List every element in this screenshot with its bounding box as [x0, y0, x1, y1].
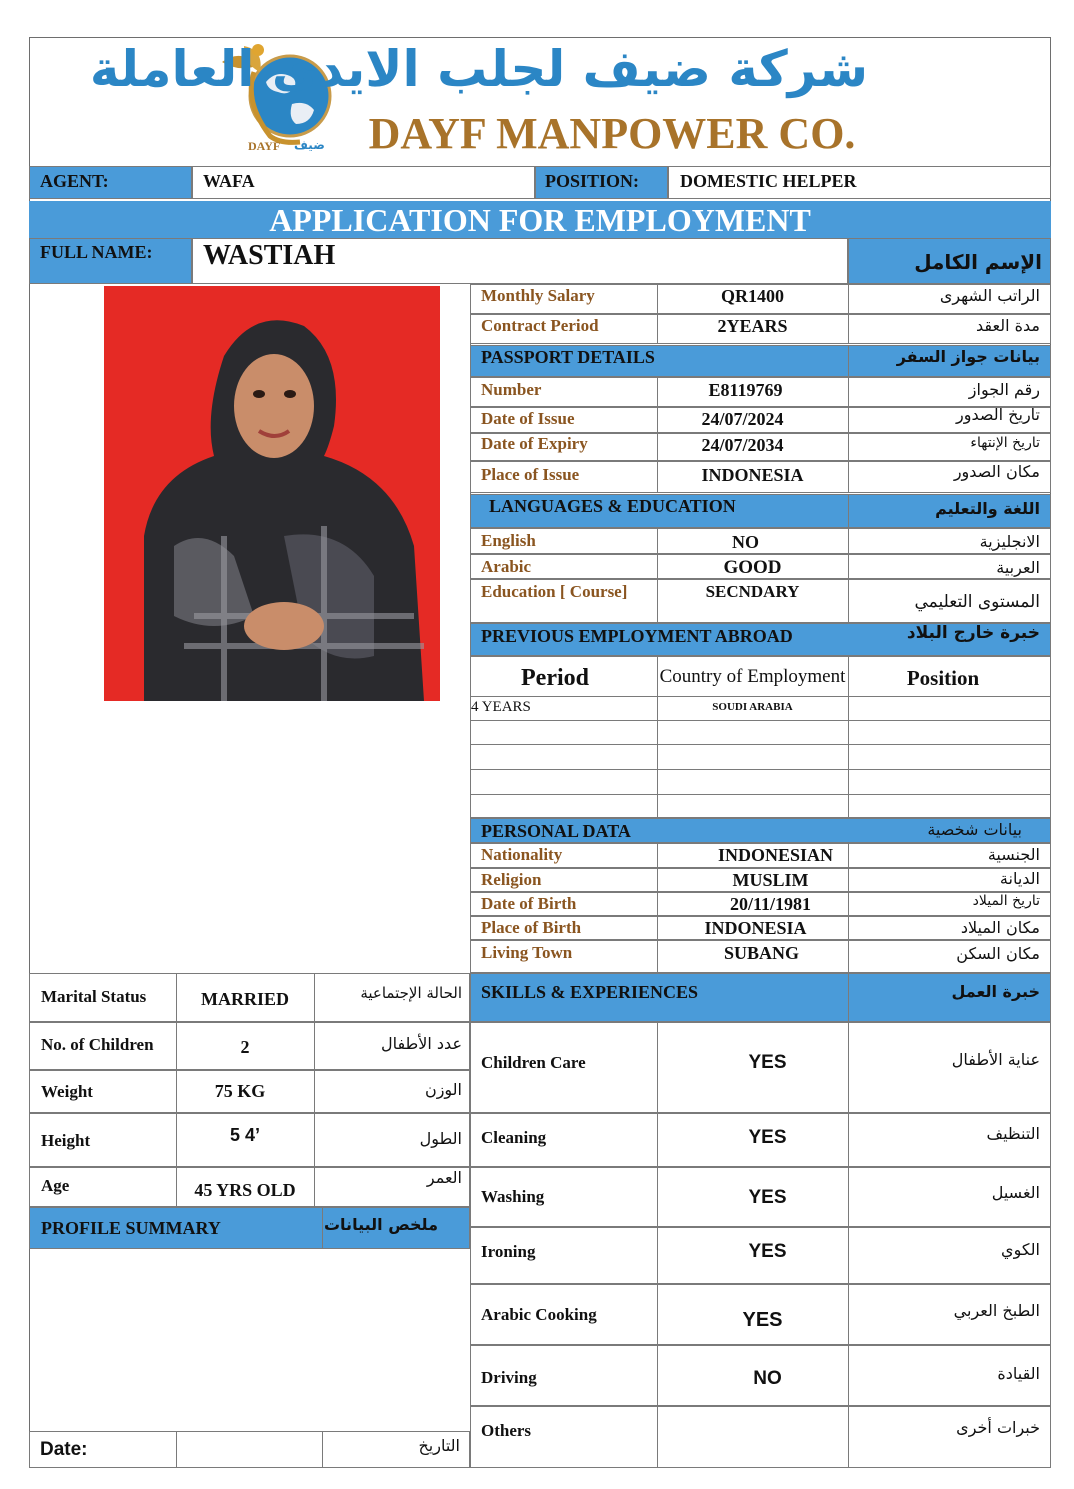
english-arabic: الانجليزية — [979, 532, 1040, 551]
skill-ironing-value: YES — [748, 1241, 787, 1262]
town-label: Living Town — [481, 943, 573, 962]
row1-period: 4 YEARS — [471, 699, 531, 715]
contract-label: Contract Period — [481, 316, 599, 335]
dob-arabic: تاريخ الميلاد — [972, 893, 1040, 909]
arabic-label: Arabic — [481, 557, 532, 576]
passport-issue-arabic: تاريخ الصدور — [956, 405, 1040, 424]
position-value: DOMESTIC HELPER — [680, 171, 857, 191]
company-name-english: DAYF MANPOWER CO. — [368, 109, 856, 158]
arabic-value: GOOD — [723, 557, 782, 578]
weight-value: 75 KG — [214, 1081, 266, 1101]
agent-label: AGENT: — [40, 171, 109, 191]
passport-number-value: E8119769 — [708, 380, 783, 400]
skill-others-label: Others — [481, 1421, 532, 1440]
religion-label: Religion — [481, 870, 542, 889]
skill-washing-arabic: الغسيل — [991, 1183, 1040, 1202]
passport-place-arabic: مكان الصدور — [953, 462, 1040, 481]
skill-others-arabic: خبرات أخرى — [956, 1418, 1040, 1437]
person-photo-icon — [104, 286, 440, 701]
passport-expiry-label: Date of Expiry — [481, 434, 588, 453]
skill-children-care-value: YES — [748, 1052, 787, 1073]
arabic-arabic: العربية — [996, 558, 1040, 577]
logo-text-ar: ضيف — [294, 138, 325, 152]
children-arabic: عدد الأطفال — [380, 1034, 462, 1053]
profile-title: PROFILE SUMMARY — [41, 1218, 221, 1238]
salary-value: QR1400 — [721, 286, 784, 306]
passport-place-label: Place of Issue — [481, 465, 580, 484]
nationality-arabic: الجنسية — [987, 845, 1040, 864]
skill-row-others — [470, 1406, 1051, 1468]
passport-issue-label: Date of Issue — [481, 409, 575, 428]
personal-title-arabic: بيانات شخصية — [927, 820, 1022, 839]
nationality-label: Nationality — [481, 845, 563, 864]
passport-number-label: Number — [481, 380, 542, 399]
contract-arabic: مدة العقد — [976, 316, 1040, 335]
passport-place-value: INDONESIA — [701, 465, 804, 485]
languages-title: LANGUAGES & EDUCATION — [489, 496, 736, 516]
col-country-header: Country of Employment — [659, 666, 846, 687]
skill-ironing-arabic: الكوي — [1001, 1240, 1040, 1259]
weight-arabic: الوزن — [424, 1080, 462, 1099]
application-title: APPLICATION FOR EMPLOYMENT — [269, 202, 811, 238]
skill-cleaning-arabic: التنظيف — [986, 1124, 1040, 1143]
contract-value: 2YEARS — [717, 316, 788, 336]
agent-value: WAFA — [203, 171, 255, 191]
profile-summary-area — [29, 1249, 470, 1431]
weight-label: Weight — [41, 1082, 93, 1101]
height-value: 5 4’ — [229, 1125, 261, 1145]
skills-title: SKILLS & EXPERIENCES — [481, 982, 699, 1002]
skill-children-care-label: Children Care — [481, 1053, 586, 1072]
previous-title: PREVIOUS EMPLOYMENT ABROAD — [481, 626, 793, 646]
skill-arabic-cooking-arabic: الطبخ العربي — [953, 1301, 1040, 1320]
age-label: Age — [41, 1176, 70, 1195]
town-value: SUBANG — [723, 943, 799, 963]
skill-arabic-cooking-label: Arabic Cooking — [481, 1305, 597, 1324]
age-arabic: العمر — [426, 1168, 462, 1187]
pob-label: Place of Birth — [481, 918, 582, 937]
height-label: Height — [41, 1131, 91, 1150]
date-field[interactable] — [178, 1433, 320, 1466]
marital-arabic: الحالة الإجتماعية — [360, 984, 462, 1002]
logo-text-en: DAYF — [248, 139, 281, 153]
religion-arabic: الديانة — [999, 869, 1040, 888]
skill-cleaning-label: Cleaning — [481, 1128, 547, 1147]
skill-ironing-label: Ironing — [481, 1242, 536, 1261]
children-label: No. of Children — [41, 1035, 154, 1054]
marital-value: MARRIED — [201, 989, 289, 1009]
skill-driving-value: NO — [753, 1368, 782, 1389]
english-label: English — [481, 531, 536, 550]
pob-arabic: مكان الميلاد — [960, 918, 1040, 937]
company-name-arabic: شركة ضيف لجلب الايدى العاملة — [89, 40, 868, 98]
date-label: Date: — [40, 1439, 88, 1460]
skill-driving-label: Driving — [481, 1368, 537, 1387]
col-period-header: Period — [521, 665, 589, 691]
profile-title-arabic: ملخص البيانات — [323, 1215, 438, 1234]
education-arabic: المستوى التعليمي — [914, 592, 1040, 612]
skill-washing-label: Washing — [481, 1187, 545, 1206]
personal-title: PERSONAL DATA — [481, 821, 631, 841]
skill-children-care-arabic: عناية الأطفال — [951, 1050, 1040, 1069]
skill-washing-value: YES — [748, 1187, 787, 1208]
passport-number-arabic: رقم الجواز — [968, 380, 1040, 399]
dob-value: 20/11/1981 — [729, 894, 811, 914]
passport-title-arabic: بيانات جواز السفر — [896, 347, 1040, 366]
marital-label: Marital Status — [41, 987, 147, 1006]
skill-driving-arabic: القيادة — [997, 1364, 1040, 1383]
date-arabic: التاريخ — [418, 1436, 460, 1455]
full-name-arabic: الإسم الكامل — [914, 250, 1042, 274]
religion-value: MUSLIM — [732, 870, 809, 890]
english-value: NO — [732, 532, 759, 552]
col-position-header: Position — [906, 666, 980, 690]
previous-title-arabic: خبرة خارج البلاد — [906, 623, 1040, 643]
pob-value: INDONESIA — [704, 918, 807, 938]
salary-label: Monthly Salary — [481, 286, 595, 305]
position-label: POSITION: — [545, 171, 640, 191]
town-arabic: مكان السكن — [956, 944, 1040, 963]
skill-cleaning-value: YES — [748, 1127, 787, 1148]
education-label: Education [ Course] — [481, 582, 628, 601]
dob-label: Date of Birth — [481, 894, 577, 913]
full-name-value: WASTIAH — [203, 240, 336, 271]
height-arabic: الطول — [419, 1129, 462, 1148]
passport-expiry-arabic: تاريخ الإنتهاء — [970, 435, 1040, 451]
passport-issue-value: 24/07/2024 — [701, 409, 784, 429]
skills-title-arabic: خبرة العمل — [951, 982, 1040, 1001]
education-value: SECNDARY — [705, 582, 800, 601]
age-value: 45 YRS OLD — [194, 1180, 296, 1200]
nationality-value: INDONESIAN — [717, 845, 834, 865]
skill-arabic-cooking-value: YES — [742, 1309, 783, 1331]
passport-expiry-value: 24/07/2034 — [701, 435, 784, 455]
passport-title: PASSPORT DETAILS — [481, 347, 655, 367]
children-value: 2 — [240, 1037, 250, 1057]
row1-country: SOUDI ARABIA — [712, 701, 793, 713]
full-name-label: FULL NAME: — [40, 242, 153, 262]
languages-title-arabic: اللغة والتعليم — [935, 499, 1040, 518]
applicant-photo — [104, 286, 440, 701]
salary-arabic: الراتب الشهرى — [939, 286, 1040, 305]
